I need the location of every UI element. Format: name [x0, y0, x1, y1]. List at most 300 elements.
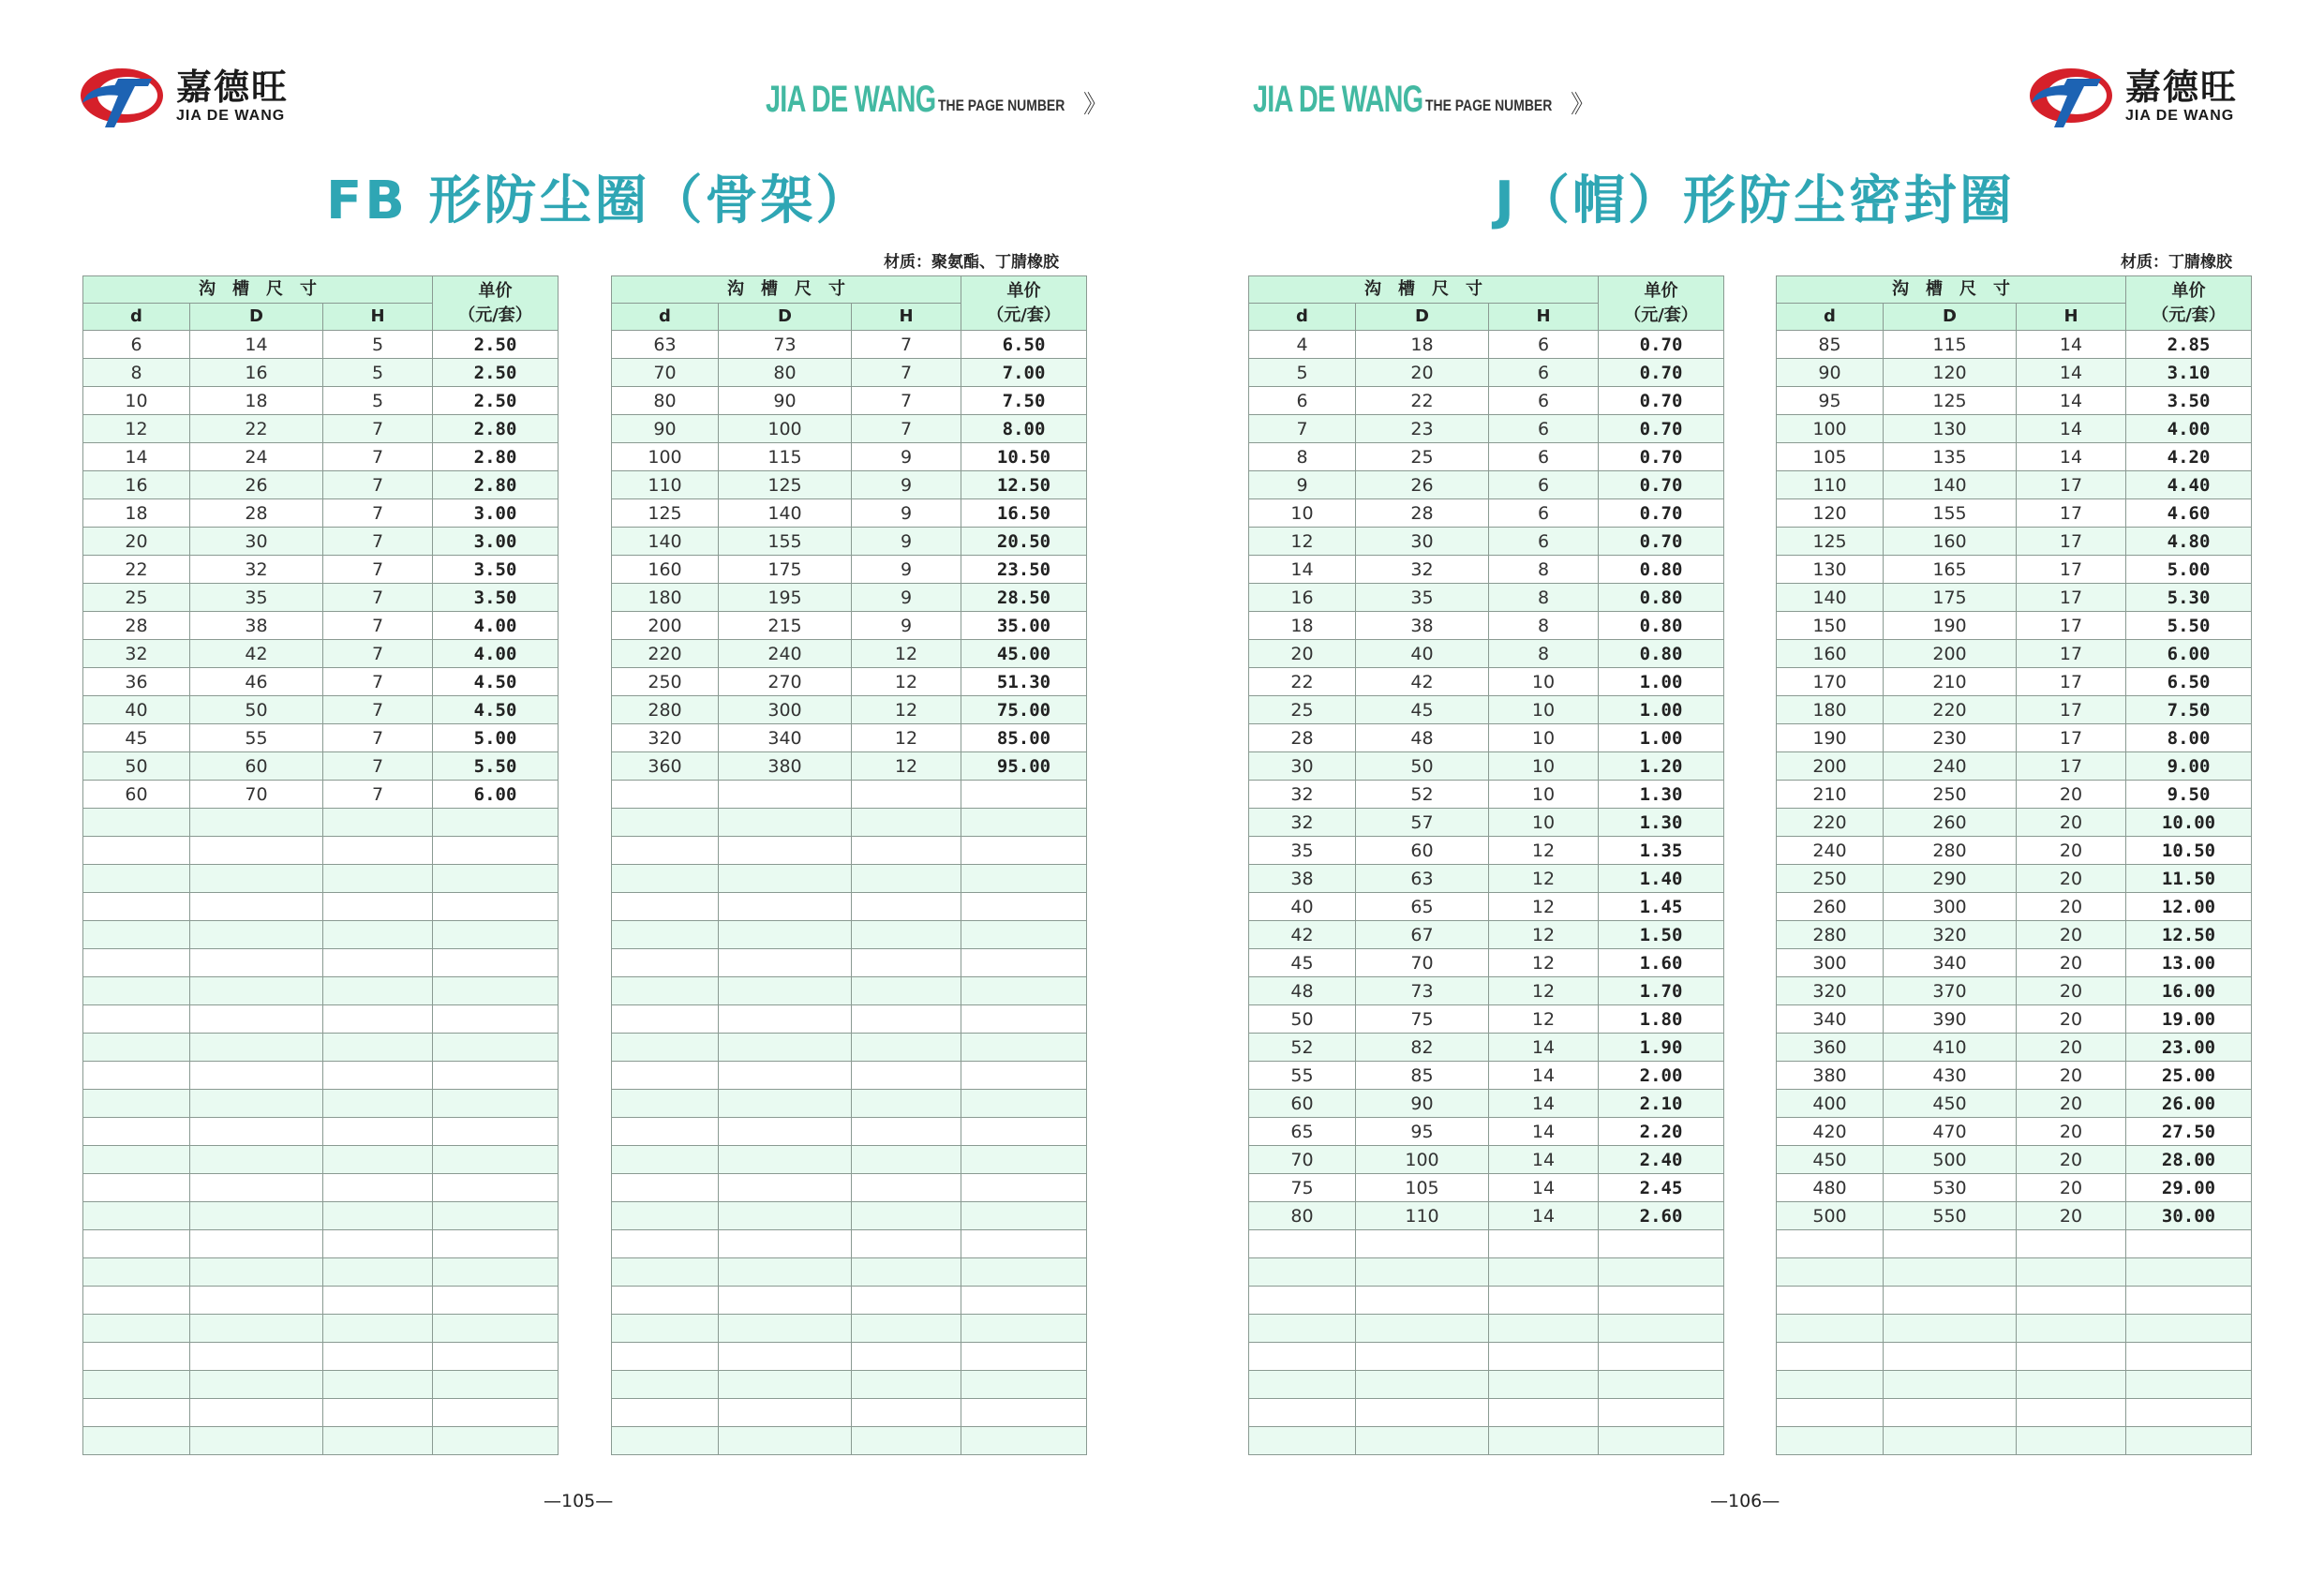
- empty-row: [1777, 1399, 2252, 1427]
- column-header-D: D: [190, 304, 323, 331]
- dimension-cell: 73: [719, 331, 852, 359]
- groove-size-header: 沟 槽 尺 寸: [1777, 276, 2126, 304]
- dimension-cell: [83, 1258, 190, 1287]
- price-cell: [961, 893, 1087, 921]
- dimension-cell: 60: [190, 752, 323, 781]
- price-cell: [1599, 1399, 1724, 1427]
- dimension-cell: 250: [1777, 865, 1884, 893]
- dimension-cell: [612, 1202, 719, 1230]
- dimension-cell: 12: [1489, 837, 1599, 865]
- price-cell: 7.50: [961, 387, 1087, 415]
- dimension-cell: 8: [1489, 584, 1599, 612]
- dimension-cell: [323, 1258, 433, 1287]
- dimension-cell: 40: [1356, 640, 1489, 668]
- dimension-cell: [719, 837, 852, 865]
- dimension-cell: 155: [719, 528, 852, 556]
- dimension-cell: 200: [1884, 640, 2017, 668]
- table-row: [1249, 1174, 1724, 1202]
- table-row: [83, 499, 559, 528]
- dimension-cell: 470: [1884, 1118, 2017, 1146]
- table-row: [1249, 724, 1724, 752]
- dimension-cell: [1356, 1427, 1489, 1455]
- price-cell: 2.10: [1599, 1090, 1724, 1118]
- table-row: [1249, 528, 1724, 556]
- dimension-cell: 60: [83, 781, 190, 809]
- dimension-cell: 130: [1777, 556, 1884, 584]
- table-row: [1777, 359, 2252, 387]
- price-cell: 1.70: [1599, 977, 1724, 1005]
- table-row: [1777, 556, 2252, 584]
- price-cell: 1.00: [1599, 724, 1724, 752]
- dimension-cell: [852, 1118, 961, 1146]
- dimension-cell: 200: [612, 612, 719, 640]
- dimension-cell: 18: [1356, 331, 1489, 359]
- dimension-cell: [83, 1034, 190, 1062]
- header-arrow-icon: 》: [1082, 91, 1108, 119]
- dimension-cell: 165: [1884, 556, 2017, 584]
- empty-row: [83, 1287, 559, 1315]
- dimension-cell: 160: [612, 556, 719, 584]
- dimension-cell: [612, 893, 719, 921]
- dimension-cell: 20: [2017, 949, 2126, 977]
- dimension-cell: [2017, 1230, 2126, 1258]
- column-header-D: D: [719, 304, 852, 331]
- empty-row: [83, 1174, 559, 1202]
- price-cell: [433, 1034, 559, 1062]
- table-row: [612, 668, 1087, 696]
- dimension-cell: 50: [1356, 752, 1489, 781]
- dimension-cell: 220: [1884, 696, 2017, 724]
- dimension-cell: 80: [719, 359, 852, 387]
- table-row: [1249, 696, 1724, 724]
- dimension-cell: 7: [323, 499, 433, 528]
- dimension-cell: 220: [1777, 809, 1884, 837]
- price-cell: [961, 865, 1087, 893]
- dimension-cell: [83, 1427, 190, 1455]
- dimension-cell: 50: [83, 752, 190, 781]
- price-cell: [433, 1371, 559, 1399]
- dimension-cell: [612, 1118, 719, 1146]
- empty-row: [83, 1315, 559, 1343]
- dimension-cell: 135: [1884, 443, 2017, 471]
- empty-row: [1777, 1315, 2252, 1343]
- dimension-cell: 26: [190, 471, 323, 499]
- dimension-cell: 140: [719, 499, 852, 528]
- price-cell: 23.00: [2126, 1034, 2252, 1062]
- dimension-cell: 17: [2017, 724, 2126, 752]
- price-cell: [1599, 1230, 1724, 1258]
- dimension-cell: 17: [2017, 471, 2126, 499]
- dimension-cell: 20: [1249, 640, 1356, 668]
- dimension-cell: 12: [852, 668, 961, 696]
- empty-row: [1249, 1258, 1724, 1287]
- table-row: [1777, 1146, 2252, 1174]
- empty-row: [83, 1371, 559, 1399]
- dimension-cell: 63: [1356, 865, 1489, 893]
- dimension-cell: [612, 1315, 719, 1343]
- empty-row: [83, 1146, 559, 1174]
- dimension-cell: [83, 1287, 190, 1315]
- price-cell: [1599, 1371, 1724, 1399]
- dimension-cell: 32: [83, 640, 190, 668]
- dimension-cell: [2017, 1399, 2126, 1427]
- price-cell: 27.50: [2126, 1118, 2252, 1146]
- empty-row: [612, 977, 1087, 1005]
- groove-size-header: 沟 槽 尺 寸: [612, 276, 961, 304]
- empty-row: [612, 921, 1087, 949]
- column-header-H: H: [1489, 304, 1599, 331]
- table-row: [1249, 921, 1724, 949]
- dimension-cell: [1249, 1287, 1356, 1315]
- dimension-cell: [1777, 1258, 1884, 1287]
- dimension-cell: [852, 921, 961, 949]
- price-table: [1776, 275, 2252, 1455]
- price-cell: [2126, 1343, 2252, 1371]
- table-row: [1777, 837, 2252, 865]
- dimension-cell: 110: [612, 471, 719, 499]
- dimension-cell: [1777, 1371, 1884, 1399]
- dimension-cell: 25: [83, 584, 190, 612]
- dimension-cell: 400: [1777, 1090, 1884, 1118]
- price-cell: [1599, 1287, 1724, 1315]
- dimension-cell: [1489, 1287, 1599, 1315]
- dimension-cell: 48: [1249, 977, 1356, 1005]
- dimension-cell: 52: [1249, 1034, 1356, 1062]
- dimension-cell: 14: [1489, 1146, 1599, 1174]
- dimension-cell: 380: [719, 752, 852, 781]
- price-cell: [961, 921, 1087, 949]
- dimension-cell: [2017, 1343, 2126, 1371]
- table-row: [1777, 612, 2252, 640]
- price-cell: 11.50: [2126, 865, 2252, 893]
- dimension-cell: 6: [83, 331, 190, 359]
- dimension-cell: 430: [1884, 1062, 2017, 1090]
- dimension-cell: 35: [190, 584, 323, 612]
- price-cell: 13.00: [2126, 949, 2252, 977]
- empty-row: [612, 781, 1087, 809]
- dimension-cell: [719, 1062, 852, 1090]
- column-header-D: D: [1356, 304, 1489, 331]
- dimension-cell: 17: [2017, 696, 2126, 724]
- dimension-cell: [612, 1174, 719, 1202]
- table-row: [612, 584, 1087, 612]
- dimension-cell: 150: [1777, 612, 1884, 640]
- dimension-cell: 6: [1489, 415, 1599, 443]
- table-row: [1249, 331, 1724, 359]
- dimension-cell: 14: [2017, 331, 2126, 359]
- dimension-cell: 12: [1249, 528, 1356, 556]
- dimension-cell: [612, 949, 719, 977]
- dimension-cell: 140: [1884, 471, 2017, 499]
- price-cell: 2.20: [1599, 1118, 1724, 1146]
- dimension-cell: [323, 1371, 433, 1399]
- price-cell: 1.00: [1599, 696, 1724, 724]
- price-cell: [961, 1371, 1087, 1399]
- table-row: [83, 528, 559, 556]
- table-row: [1777, 724, 2252, 752]
- price-cell: 0.70: [1599, 415, 1724, 443]
- dimension-cell: 9: [852, 556, 961, 584]
- dimension-cell: 20: [2017, 977, 2126, 1005]
- dimension-cell: 190: [1777, 724, 1884, 752]
- dimension-cell: [1884, 1399, 2017, 1427]
- dimension-cell: 100: [1777, 415, 1884, 443]
- price-table: [611, 275, 1087, 1455]
- table-row: [612, 443, 1087, 471]
- dimension-cell: 45: [1356, 696, 1489, 724]
- dimension-cell: 20: [2017, 1118, 2126, 1146]
- dimension-cell: 340: [1777, 1005, 1884, 1034]
- dimension-cell: 17: [2017, 556, 2126, 584]
- table-row: [83, 556, 559, 584]
- price-cell: [961, 977, 1087, 1005]
- header-brand-name: JIA DE WANG: [766, 79, 936, 120]
- price-cell: 1.00: [1599, 668, 1724, 696]
- empty-row: [83, 809, 559, 837]
- dimension-cell: [719, 1258, 852, 1287]
- dimension-cell: [1489, 1230, 1599, 1258]
- logo-icon: [2026, 58, 2120, 133]
- dimension-cell: [1884, 1287, 2017, 1315]
- dimension-cell: [719, 781, 852, 809]
- price-cell: [961, 1343, 1087, 1371]
- dimension-cell: 90: [719, 387, 852, 415]
- price-cell: 0.70: [1599, 387, 1724, 415]
- dimension-cell: [852, 865, 961, 893]
- price-cell: 0.70: [1599, 471, 1724, 499]
- table-row: [1249, 499, 1724, 528]
- dimension-cell: 180: [1777, 696, 1884, 724]
- dimension-cell: [323, 977, 433, 1005]
- table-row: [83, 696, 559, 724]
- dimension-cell: 14: [2017, 387, 2126, 415]
- price-cell: 12.50: [961, 471, 1087, 499]
- table-row: [612, 640, 1087, 668]
- dimension-cell: 22: [83, 556, 190, 584]
- dimension-cell: [190, 1371, 323, 1399]
- dimension-cell: 42: [1356, 668, 1489, 696]
- price-cell: [961, 1118, 1087, 1146]
- dimension-cell: [1884, 1258, 2017, 1287]
- table-row: [1777, 528, 2252, 556]
- dimension-cell: [83, 1146, 190, 1174]
- table-row: [83, 387, 559, 415]
- right-page: [1162, 0, 2324, 1577]
- dimension-cell: [1356, 1399, 1489, 1427]
- dimension-cell: [852, 837, 961, 865]
- price-cell: 5.00: [2126, 556, 2252, 584]
- table-row: [1249, 781, 1724, 809]
- dimension-cell: 16: [83, 471, 190, 499]
- price-cell: 2.50: [433, 331, 559, 359]
- dimension-cell: 6: [1489, 359, 1599, 387]
- price-cell: 1.40: [1599, 865, 1724, 893]
- price-cell: 6.00: [2126, 640, 2252, 668]
- dimension-cell: 32: [1249, 809, 1356, 837]
- table-row: [83, 668, 559, 696]
- dimension-cell: [719, 1202, 852, 1230]
- dimension-cell: [612, 781, 719, 809]
- dimension-cell: [1356, 1230, 1489, 1258]
- price-cell: [433, 1174, 559, 1202]
- empty-row: [612, 1062, 1087, 1090]
- table-row: [1777, 977, 2252, 1005]
- dimension-cell: 7: [323, 724, 433, 752]
- empty-row: [1249, 1230, 1724, 1258]
- price-cell: [961, 1230, 1087, 1258]
- header-brand-name: JIA DE WANG: [1253, 79, 1423, 120]
- empty-row: [612, 1343, 1087, 1371]
- empty-row: [1777, 1371, 2252, 1399]
- price-cell: 4.00: [433, 612, 559, 640]
- dimension-cell: [612, 1034, 719, 1062]
- empty-row: [83, 1427, 559, 1455]
- table-row: [1777, 1005, 2252, 1034]
- dimension-cell: [323, 1399, 433, 1427]
- dimension-cell: 67: [1356, 921, 1489, 949]
- table-row: [1777, 640, 2252, 668]
- dimension-cell: 14: [83, 443, 190, 471]
- dimension-cell: 7: [323, 584, 433, 612]
- dimension-cell: 20: [2017, 781, 2126, 809]
- table-row: [612, 612, 1087, 640]
- dimension-cell: [1249, 1258, 1356, 1287]
- dimension-cell: 340: [1884, 949, 2017, 977]
- table-row: [1249, 556, 1724, 584]
- empty-row: [1777, 1343, 2252, 1371]
- dimension-cell: 75: [1249, 1174, 1356, 1202]
- dimension-cell: 42: [1249, 921, 1356, 949]
- price-label: 单价: [1006, 280, 1041, 301]
- dimension-cell: 160: [1884, 528, 2017, 556]
- dimension-cell: 125: [1777, 528, 1884, 556]
- price-cell: 2.50: [433, 387, 559, 415]
- unit-price-header: [961, 276, 1087, 331]
- empty-row: [83, 977, 559, 1005]
- dimension-cell: 7: [323, 752, 433, 781]
- dimension-cell: 14: [2017, 359, 2126, 387]
- dimension-cell: [323, 1090, 433, 1118]
- empty-row: [83, 1118, 559, 1146]
- dimension-cell: [190, 977, 323, 1005]
- price-cell: [961, 1174, 1087, 1202]
- dimension-cell: [190, 1202, 323, 1230]
- price-cell: [961, 1315, 1087, 1343]
- dimension-cell: 550: [1884, 1202, 2017, 1230]
- price-cell: 2.40: [1599, 1146, 1724, 1174]
- price-cell: 23.50: [961, 556, 1087, 584]
- price-cell: 51.30: [961, 668, 1087, 696]
- dimension-cell: [719, 1090, 852, 1118]
- dimension-cell: 7: [852, 359, 961, 387]
- price-cell: [433, 1315, 559, 1343]
- empty-row: [83, 1062, 559, 1090]
- price-cell: [961, 1258, 1087, 1287]
- price-label: 单价: [478, 280, 513, 301]
- dimension-cell: [1884, 1315, 2017, 1343]
- price-cell: 0.80: [1599, 612, 1724, 640]
- table-row: [1777, 696, 2252, 724]
- header-page-label: THE PAGE NUMBER: [1425, 97, 1553, 114]
- table-row: [1777, 668, 2252, 696]
- dimension-cell: [719, 1118, 852, 1146]
- dimension-cell: 5: [323, 359, 433, 387]
- empty-row: [83, 893, 559, 921]
- price-cell: 10.50: [961, 443, 1087, 471]
- empty-row: [83, 1343, 559, 1371]
- dimension-cell: 57: [1356, 809, 1489, 837]
- dimension-cell: [852, 1343, 961, 1371]
- table-row: [1777, 499, 2252, 528]
- dimension-cell: [719, 1230, 852, 1258]
- empty-row: [83, 1258, 559, 1287]
- header-brand: [1253, 81, 1595, 118]
- dimension-cell: 14: [1489, 1118, 1599, 1146]
- dimension-cell: 340: [719, 724, 852, 752]
- dimension-cell: 23: [1356, 415, 1489, 443]
- table-row: [1777, 443, 2252, 471]
- dimension-cell: [83, 1090, 190, 1118]
- price-cell: 9.50: [2126, 781, 2252, 809]
- dimension-cell: 215: [719, 612, 852, 640]
- price-cell: 4.00: [2126, 415, 2252, 443]
- dimension-cell: 80: [612, 387, 719, 415]
- column-header-d: d: [1777, 304, 1884, 331]
- dimension-cell: [612, 1287, 719, 1315]
- dimension-cell: [719, 1343, 852, 1371]
- table-row: [83, 359, 559, 387]
- price-cell: [961, 1146, 1087, 1174]
- column-header-d: d: [83, 304, 190, 331]
- price-cell: 2.80: [433, 415, 559, 443]
- dimension-cell: 280: [612, 696, 719, 724]
- price-cell: 0.70: [1599, 528, 1724, 556]
- dimension-cell: [323, 921, 433, 949]
- price-cell: 1.30: [1599, 781, 1724, 809]
- table-row: [612, 556, 1087, 584]
- dimension-cell: 12: [852, 724, 961, 752]
- logo-name-cn: 嘉德旺: [2125, 67, 2239, 108]
- dimension-cell: 90: [612, 415, 719, 443]
- dimension-cell: 17: [2017, 752, 2126, 781]
- header-page-label: THE PAGE NUMBER: [938, 97, 1065, 114]
- dimension-cell: 320: [1777, 977, 1884, 1005]
- price-cell: 1.45: [1599, 893, 1724, 921]
- empty-row: [1249, 1343, 1724, 1371]
- dimension-cell: [83, 1343, 190, 1371]
- empty-row: [612, 1090, 1087, 1118]
- dimension-cell: 280: [1777, 921, 1884, 949]
- dimension-cell: [719, 1146, 852, 1174]
- dimension-cell: [2017, 1371, 2126, 1399]
- price-cell: [433, 893, 559, 921]
- price-cell: 12.00: [2126, 893, 2252, 921]
- dimension-cell: [852, 1258, 961, 1287]
- dimension-cell: [719, 921, 852, 949]
- dimension-cell: 100: [612, 443, 719, 471]
- dimension-cell: 210: [1884, 668, 2017, 696]
- price-label: 单价: [2171, 280, 2206, 301]
- dimension-cell: 28: [190, 499, 323, 528]
- dimension-cell: 9: [852, 528, 961, 556]
- dimension-cell: 36: [83, 668, 190, 696]
- dimension-cell: 120: [1884, 359, 2017, 387]
- dimension-cell: [1884, 1371, 2017, 1399]
- dimension-cell: [190, 1090, 323, 1118]
- dimension-cell: 360: [612, 752, 719, 781]
- dimension-cell: [612, 921, 719, 949]
- dimension-cell: 200: [1777, 752, 1884, 781]
